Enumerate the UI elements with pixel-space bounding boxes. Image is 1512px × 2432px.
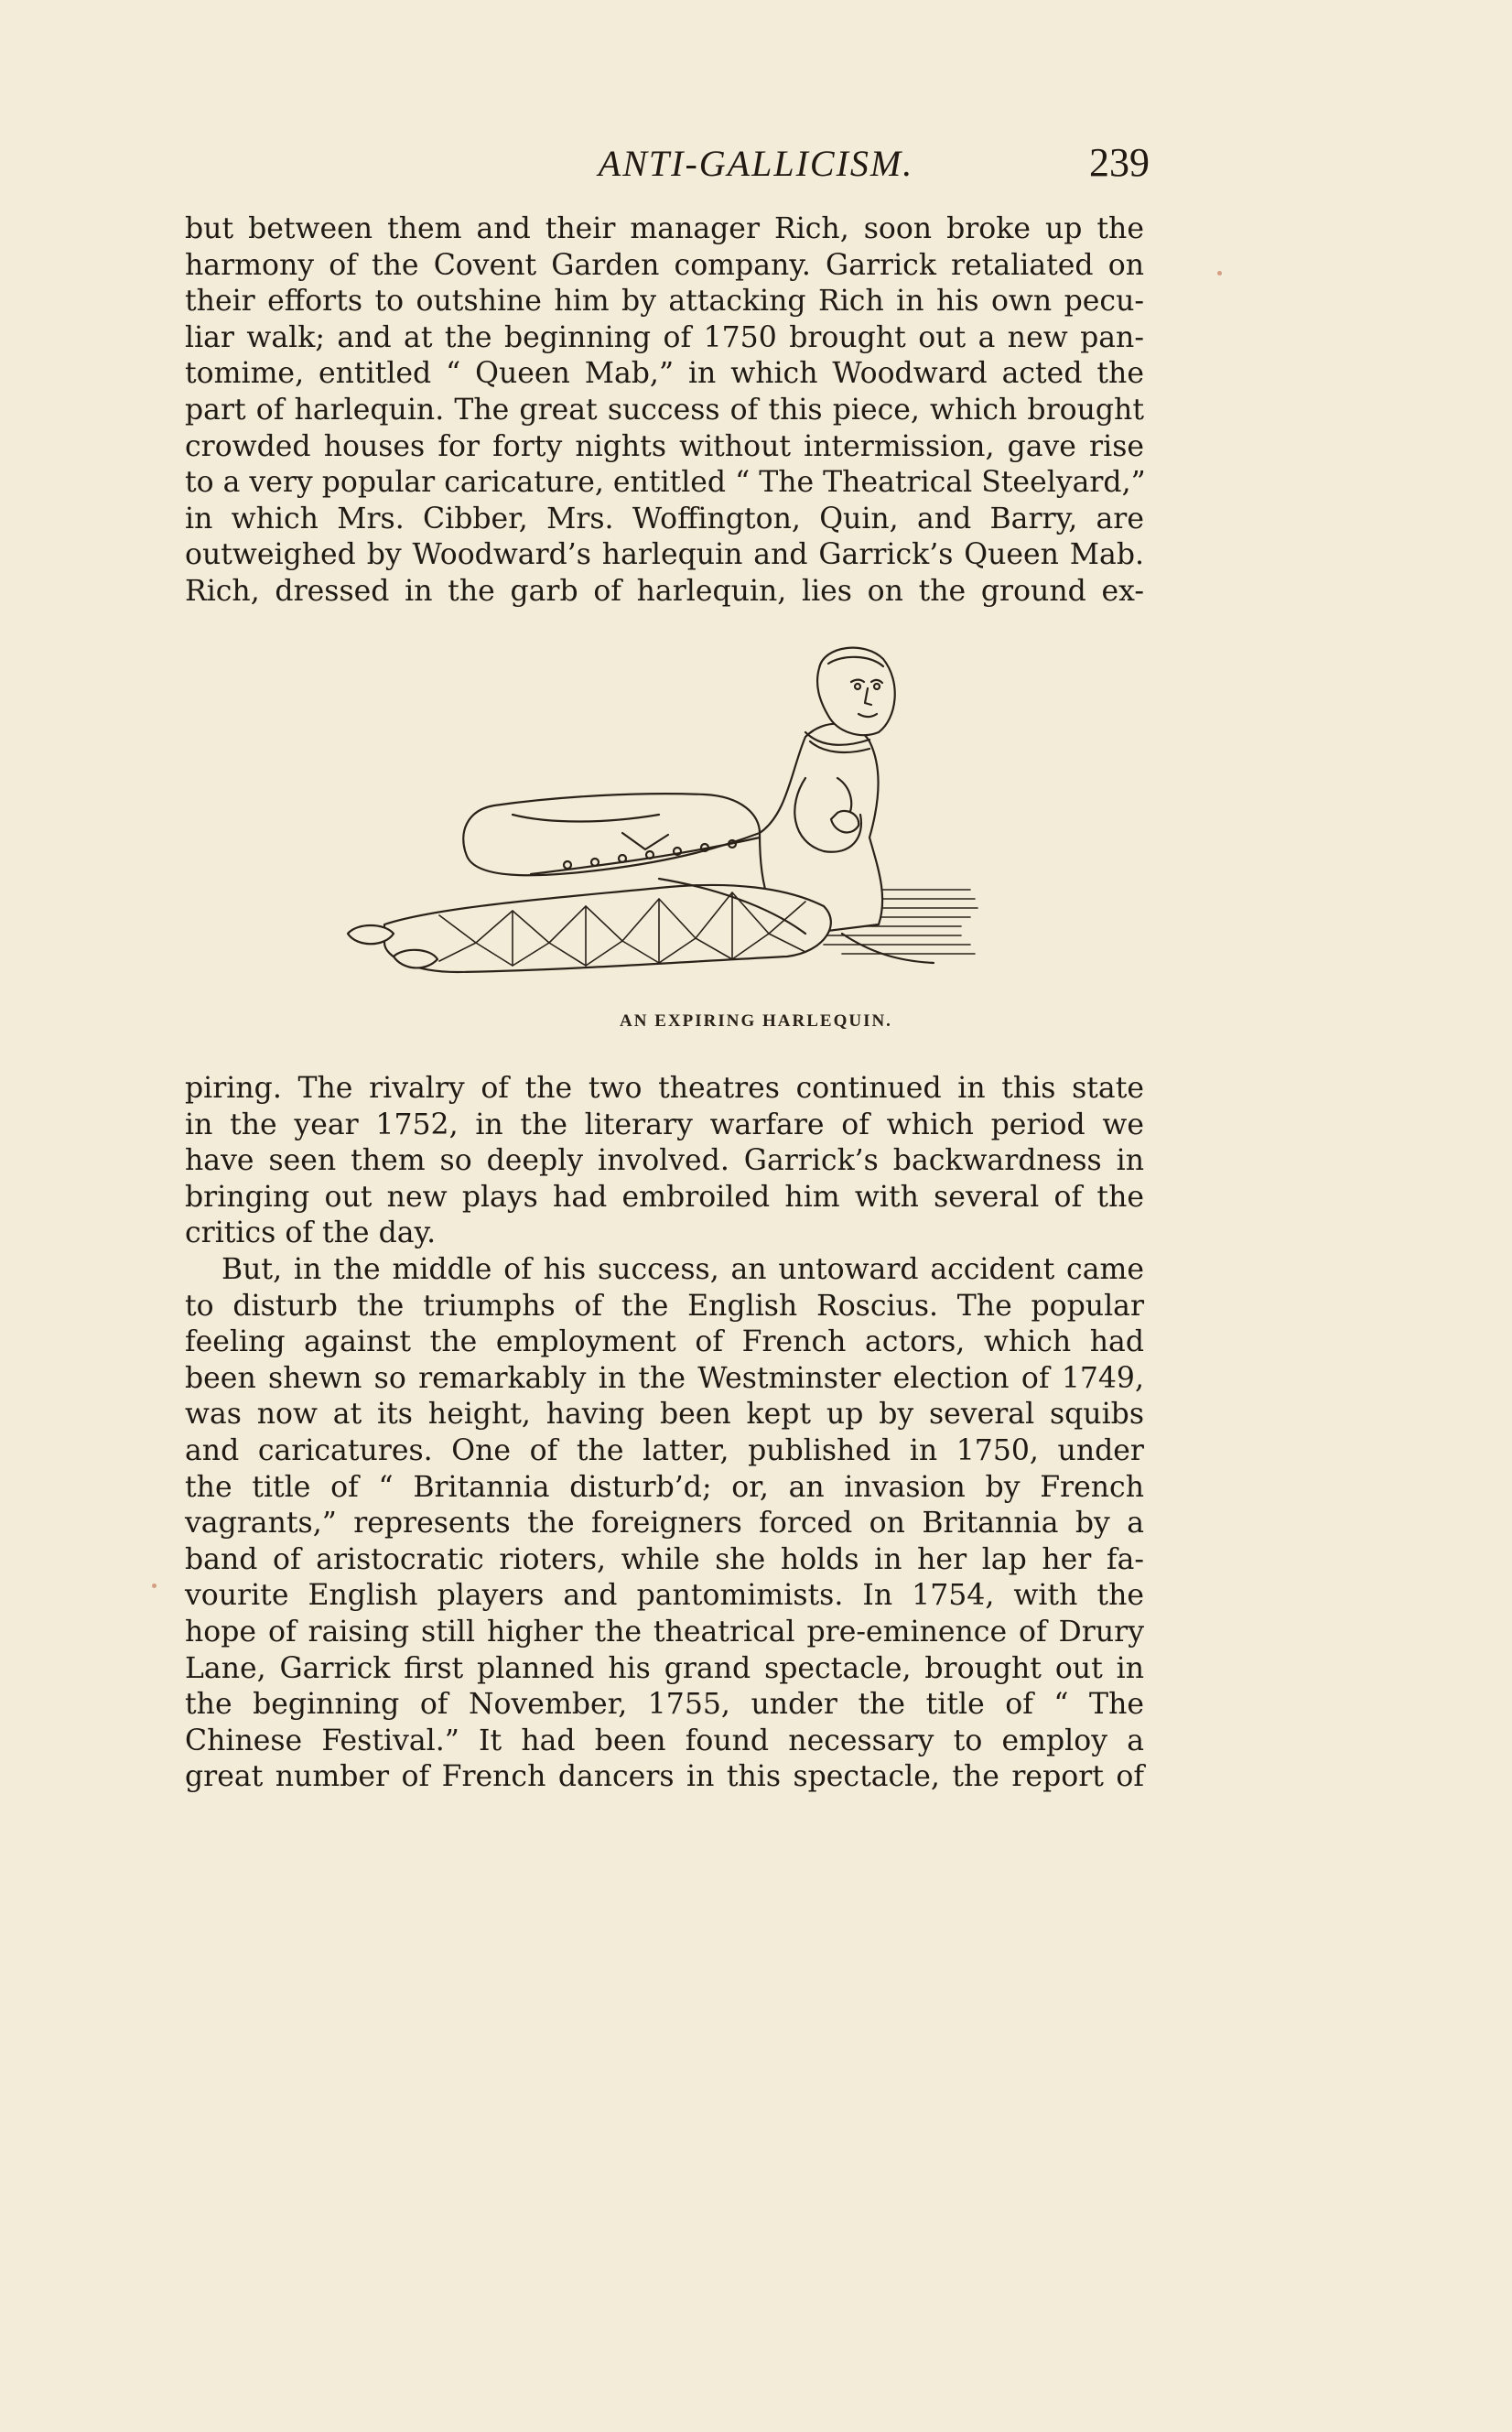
running-title: ANTI-GALLICISM. [598, 143, 914, 184]
text-line: the title of “ Britannia disturb’d; or, an invasion by French [185, 1470, 1144, 1504]
paper-speck [152, 1584, 157, 1588]
text-line: feeling against the employment of French actors, which had [185, 1325, 1144, 1359]
body-text-top [185, 211, 1144, 611]
text-line: to a very popular caricature, entitled “ The Theatrical Steelyard,” [185, 466, 1146, 500]
paper-speck [1217, 271, 1222, 276]
text-line: was now at its height, having been kept up by several squibs [185, 1398, 1144, 1432]
text-line: bringing out new plays had embroiled him with several of the [185, 1180, 1144, 1214]
text-line: but between them and their manager Rich, soon broke up the [185, 212, 1144, 245]
text-line: been shewn so remarkably in the Westminster election of 1749, [185, 1361, 1144, 1395]
page-number: 239 [1089, 140, 1150, 185]
text-line: part of harlequin. The great success of this piece, which brought [185, 393, 1144, 427]
text-line: harmony of the Covent Garden company. Garrick retaliated on [185, 248, 1144, 282]
text-line: Chinese Festival.” It had been found necessary to employ a [185, 1724, 1144, 1757]
text-line: vourite English players and pantomimists. In 1754, with the [185, 1579, 1144, 1613]
text-line: and caricatures. One of the latter, published in 1750, under [185, 1433, 1144, 1467]
text-line: the beginning of November, 1755, under the title of “ The [185, 1688, 1144, 1722]
text-line: their efforts to outshine him by attacking Rich in his own pecu- [185, 285, 1144, 319]
text-line: piring. The rivalry of the two theatres continued in this state [185, 1072, 1144, 1105]
body-text-bottom [185, 1071, 1144, 1796]
reclining-harlequin-engraving [329, 632, 988, 993]
text-line: Lane, Garrick first planned his grand spectacle, brought out in [185, 1651, 1144, 1685]
text-line: to disturb the triumphs of the English Roscius. The popular [185, 1289, 1144, 1323]
text-line: great number of French dancers in this spectacle, the report of [185, 1760, 1144, 1794]
text-line: liar walk; and at the beginning of 1750 brought out a new pan- [185, 320, 1144, 354]
harlequin-illustration [329, 632, 988, 993]
text-line: in the year 1752, in the literary warfare of which period we [185, 1108, 1144, 1141]
text-line: outweighed by Woodward’s harlequin and Garrick’s Queen Mab. [185, 538, 1144, 572]
text-line: tomime, entitled “ Queen Mab,” in which Woodward acted the [185, 357, 1144, 391]
text-line: hope of raising still higher the theatrical pre-eminence of Drury [185, 1615, 1144, 1648]
figure-caption: AN EXPIRING HARLEQUIN. [620, 1011, 892, 1031]
text-line: critics of the day. [185, 1216, 437, 1250]
text-line: But, in the middle of his success, an untoward accident came [221, 1252, 1144, 1286]
text-line: have seen them so deeply involved. Garrick’s backwardness in [185, 1144, 1144, 1178]
text-line: Rich, dressed in the garb of harlequin, lies on the ground ex- [185, 574, 1144, 608]
text-line: crowded houses for forty nights without intermission, gave rise [185, 429, 1144, 463]
text-line: vagrants,” represents the foreigners forced on Britannia by a [185, 1507, 1144, 1540]
text-line: in which Mrs. Cibber, Mrs. Woffington, Quin, and Barry, are [185, 502, 1144, 535]
text-line: band of aristocratic rioters, while she holds in her lap her fa- [185, 1542, 1144, 1576]
